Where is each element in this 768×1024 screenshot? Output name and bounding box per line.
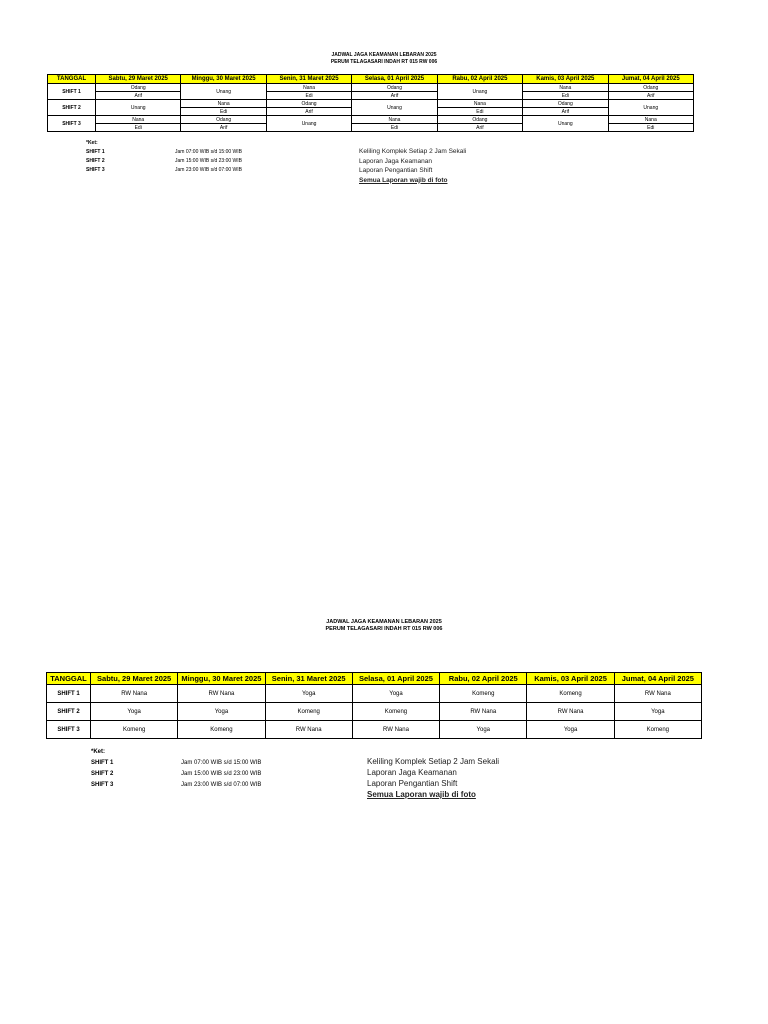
guard-cell: Nana — [523, 84, 608, 92]
shift-label: SHIFT 1 — [48, 84, 96, 100]
schedule1-title-block — [0, 52, 768, 65]
guard-cell: Yoga — [614, 703, 701, 721]
guard-cell: Odang — [96, 84, 181, 92]
guard-cell: Edi — [608, 124, 693, 132]
schedule1-table — [47, 74, 694, 132]
header-day: Rabu, 02 April 2025 — [440, 673, 527, 685]
rule-item: Laporan Pengantian Shift — [367, 779, 458, 788]
schedule1-title: JADWAL JAGA KEAMANAN LEBARAN 2025 — [331, 52, 437, 58]
header-day: Selasa, 01 April 2025 — [352, 75, 437, 84]
guard-cell: Arif — [608, 92, 693, 100]
rule-item: Laporan Jaga Keamanan — [359, 157, 433, 165]
header-day: Sabtu, 29 Maret 2025 — [96, 75, 181, 84]
guard-cell: Edi — [181, 108, 266, 116]
note-time: Jam 15:00 WIB s/d 23:00 WIB — [181, 771, 262, 777]
schedule1-header-row — [48, 75, 694, 84]
header-tanggal: TANGGAL — [47, 673, 91, 685]
note-row — [86, 148, 242, 157]
note-shift: SHIFT 3 — [86, 167, 105, 173]
schedule2-subtitle: PERUM TELAGASARI INDAH RT 015 RW 006 — [325, 626, 443, 633]
header-day: Jumat, 04 April 2025 — [608, 75, 693, 84]
guard-cell: Unang — [181, 84, 266, 100]
schedule1-notes — [86, 139, 242, 175]
header-day: Minggu, 30 Maret 2025 — [178, 673, 265, 685]
header-day: Kamis, 03 April 2025 — [527, 673, 614, 685]
guard-cell: Nana — [608, 116, 693, 124]
guard-cell: Arif — [266, 108, 351, 116]
shift-label: SHIFT 2 — [47, 703, 91, 721]
header-day: Rabu, 02 April 2025 — [437, 75, 522, 84]
guard-cell: Komeng — [614, 721, 701, 739]
note-row — [91, 758, 261, 769]
header-day: Sabtu, 29 Maret 2025 — [91, 673, 178, 685]
guard-cell: Nana — [181, 100, 266, 108]
guard-cell: Edi — [352, 124, 437, 132]
guard-cell: Nana — [266, 84, 351, 92]
rule-item: Keliling Komplek Setiap 2 Jam Sekali — [367, 757, 500, 766]
table-row — [47, 703, 702, 721]
note-row — [86, 166, 242, 175]
note-time: Jam 07:00 WIB s/d 15:00 WIB — [175, 149, 242, 155]
header-day: Senin, 31 Maret 2025 — [266, 75, 351, 84]
rule-item: Semua Laporan wajib di foto — [359, 176, 448, 184]
schedule2-header-row — [47, 673, 702, 685]
guard-cell: Edi — [437, 108, 522, 116]
guard-cell: Komeng — [265, 703, 352, 721]
note-row — [86, 157, 242, 166]
header-day: Senin, 31 Maret 2025 — [265, 673, 352, 685]
guard-cell: Arif — [96, 92, 181, 100]
guard-cell: Unang — [96, 100, 181, 116]
rule-item: Laporan Pengantian Shift — [359, 167, 433, 174]
schedule2-notes — [91, 747, 261, 791]
header-day: Selasa, 01 April 2025 — [352, 673, 439, 685]
guard-cell: Yoga — [91, 703, 178, 721]
guard-cell: RW Nana — [265, 721, 352, 739]
note-shift: SHIFT 3 — [91, 782, 114, 788]
note-row — [91, 780, 261, 791]
guard-cell: Nana — [96, 116, 181, 124]
table-row — [47, 685, 702, 703]
guard-cell: Yoga — [352, 685, 439, 703]
guard-cell: RW Nana — [440, 703, 527, 721]
guard-cell: Odang — [608, 84, 693, 92]
guard-cell: Komeng — [352, 703, 439, 721]
guard-cell: Komeng — [527, 685, 614, 703]
notes-ket: *Ket: — [91, 749, 106, 755]
schedule1-subtitle: PERUM TELAGASARI INDAH RT 015 RW 006 — [330, 58, 438, 65]
guard-cell: Odang — [437, 116, 522, 124]
guard-cell: Edi — [266, 92, 351, 100]
guard-cell: RW Nana — [527, 703, 614, 721]
note-time: Jam 15:00 WIB s/d 23:00 WIB — [175, 158, 242, 164]
note-time: Jam 23:00 WIB s/d 07:00 WIB — [175, 167, 242, 173]
header-tanggal: TANGGAL — [48, 75, 96, 84]
header-day: Jumat, 04 April 2025 — [614, 673, 701, 685]
guard-cell: Unang — [608, 100, 693, 116]
rule-item: Semua Laporan wajib di foto — [367, 790, 476, 799]
guard-cell: Yoga — [265, 685, 352, 703]
guard-cell: Odang — [523, 100, 608, 108]
note-shift: SHIFT 2 — [91, 771, 114, 777]
schedule1-rules — [359, 147, 466, 185]
guard-cell: RW Nana — [91, 685, 178, 703]
shift-label: SHIFT 3 — [48, 116, 96, 132]
table-row — [48, 92, 694, 100]
guard-cell: Yoga — [527, 721, 614, 739]
note-time: Jam 07:00 WIB s/d 15:00 WIB — [181, 760, 262, 766]
table-row — [47, 721, 702, 739]
guard-cell: Yoga — [440, 721, 527, 739]
guard-cell: RW Nana — [614, 685, 701, 703]
schedule2-title: JADWAL JAGA KEAMANAN LEBARAN 2025 — [326, 619, 442, 625]
guard-cell: Nana — [437, 100, 522, 108]
guard-cell: Komeng — [440, 685, 527, 703]
notes-ket: *Ket: — [86, 140, 98, 146]
guard-cell: Arif — [352, 92, 437, 100]
guard-cell: Unang — [352, 100, 437, 116]
note-shift: SHIFT 2 — [86, 158, 105, 164]
note-shift: SHIFT 1 — [91, 760, 114, 766]
table-row — [48, 100, 694, 108]
note-shift: SHIFT 1 — [86, 149, 105, 155]
shift-label: SHIFT 3 — [47, 721, 91, 739]
table-row — [48, 84, 694, 92]
guard-cell: Arif — [523, 108, 608, 116]
table-row — [48, 116, 694, 124]
guard-cell: Arif — [181, 124, 266, 132]
guard-cell: Arif — [437, 124, 522, 132]
header-day: Minggu, 30 Maret 2025 — [181, 75, 266, 84]
guard-cell: Edi — [96, 124, 181, 132]
guard-cell: Komeng — [178, 721, 265, 739]
schedule2-rules — [367, 756, 499, 800]
guard-cell: Unang — [266, 116, 351, 132]
guard-cell: Edi — [523, 92, 608, 100]
note-time: Jam 23:00 WIB s/d 07:00 WIB — [181, 782, 262, 788]
header-day: Kamis, 03 April 2025 — [523, 75, 608, 84]
schedule2-table — [46, 672, 702, 739]
note-row — [91, 769, 261, 780]
guard-cell: Odang — [266, 100, 351, 108]
rule-item: Laporan Jaga Keamanan — [367, 768, 457, 777]
guard-cell: Unang — [523, 116, 608, 132]
guard-cell: RW Nana — [178, 685, 265, 703]
guard-cell: Unang — [437, 84, 522, 100]
guard-cell: RW Nana — [352, 721, 439, 739]
guard-cell: Odang — [181, 116, 266, 124]
guard-cell: Yoga — [178, 703, 265, 721]
guard-cell: Odang — [352, 84, 437, 92]
schedule2-title-block — [0, 619, 768, 633]
shift-label: SHIFT 1 — [47, 685, 91, 703]
shift-label: SHIFT 2 — [48, 100, 96, 116]
rule-item: Keliling Komplek Setiap 2 Jam Sekali — [359, 148, 467, 155]
guard-cell: Komeng — [91, 721, 178, 739]
guard-cell: Nana — [352, 116, 437, 124]
